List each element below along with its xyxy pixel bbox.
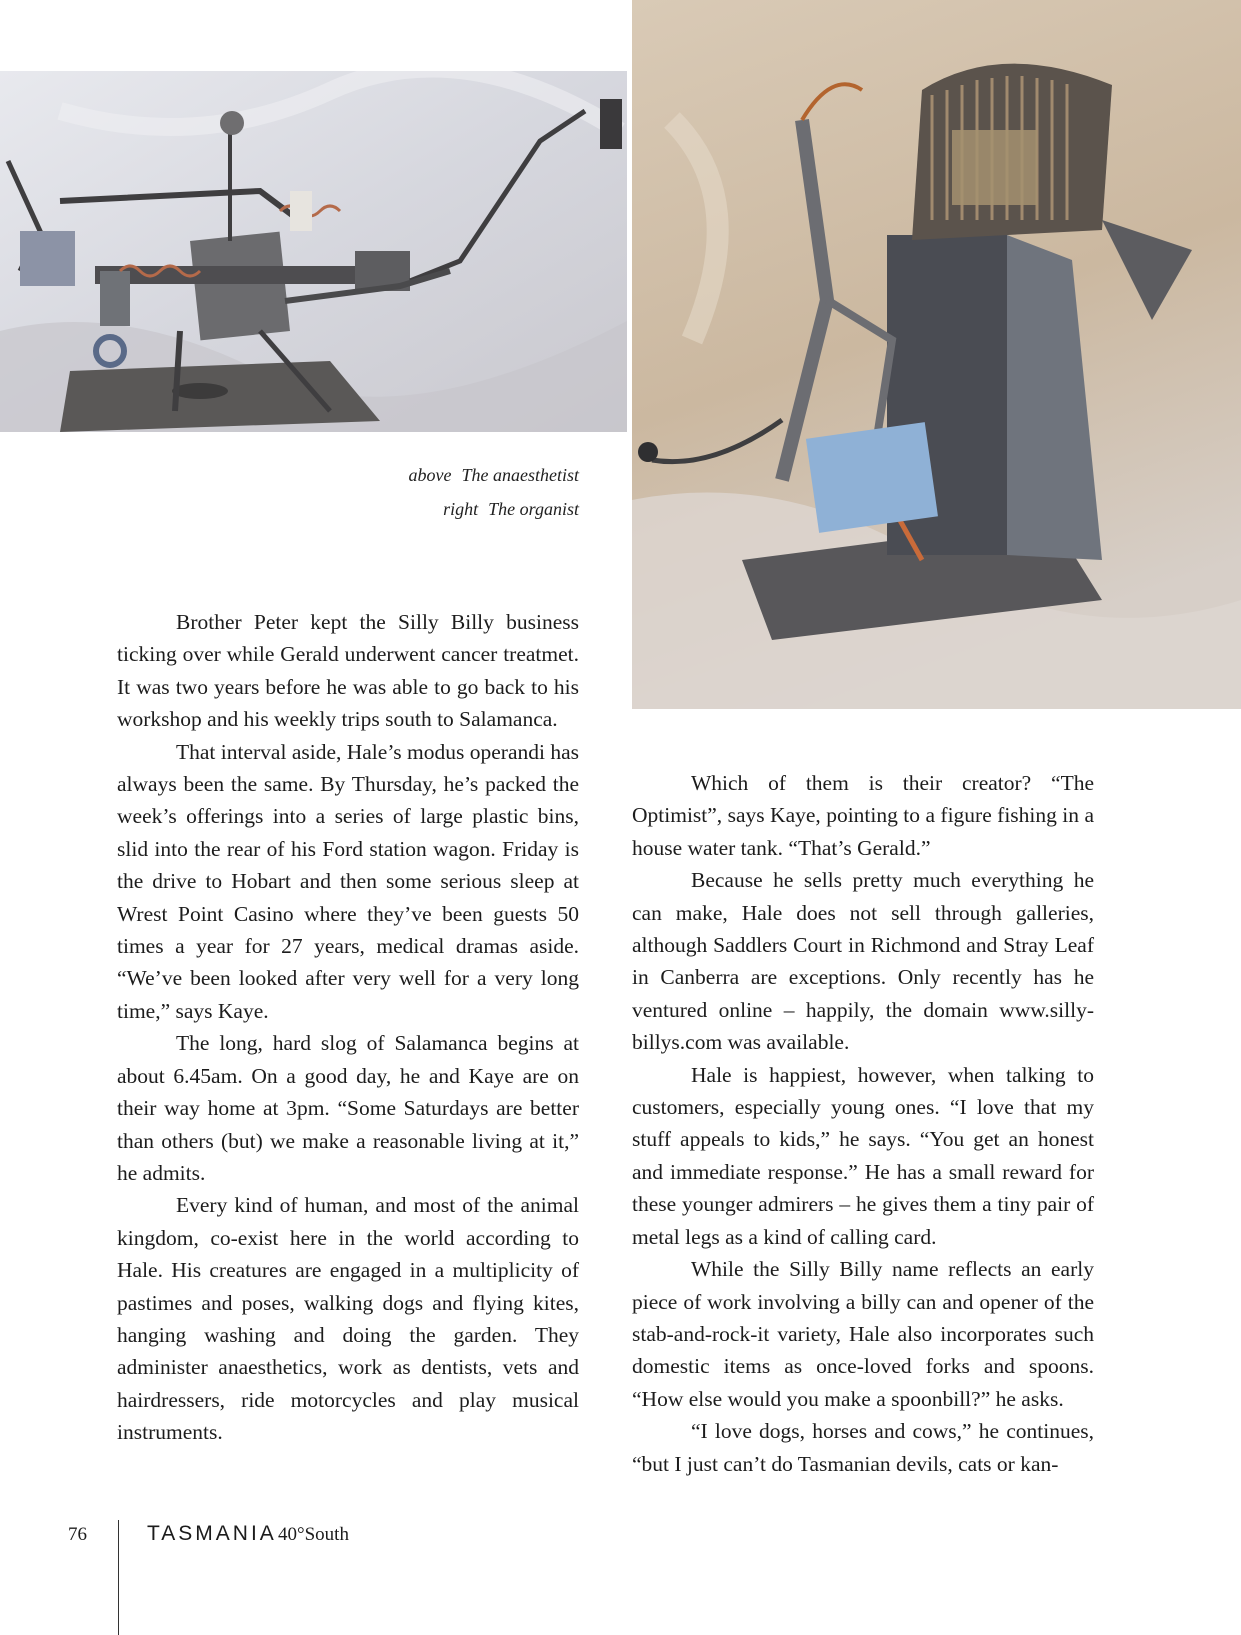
- footer-divider: [118, 1520, 119, 1635]
- paragraph: Because he sells pretty much everything he can make, Hale does not sell through galleries, although Saddlers Court in Richmond and Stray Leaf in Canberra are exceptions. Only recently has he ventured online – happily, the domain www.silly-billys.com was available.: [632, 868, 1094, 1055]
- paragraph: That interval aside, Hale’s modus operandi has always been the same. By Thursday, he’s packed the week’s offerings into a series of large plastic bins, slid into the rear of his Ford station wagon. Friday is the drive to Hobart and then some serious sleep at Wrest Point Casino where they’ve been guests 50 times a year for 27 years, medical dramas aside. “We’ve been looked after very well for a very long time,” says Kaye.: [117, 739, 580, 1023]
- caption-label-right: right: [443, 499, 479, 519]
- article-column-right: [632, 767, 1094, 1480]
- photo-anaesthetist: [0, 71, 627, 432]
- page-footer: [0, 1510, 1241, 1625]
- organist-sculpture-image: [632, 0, 1241, 709]
- caption-line-above: [409, 458, 579, 492]
- photo-organist: [632, 0, 1241, 709]
- paragraph: Every kind of human, and most of the animal kingdom, co-exist here in the world according to Hale. His creatures are engaged in a multiplicity of pastimes and poses, walking dogs and flying kites, hanging washing and doing the garden. They administer anaesthetics, work as dentists, vets and hairdressers, ride motorcycles and play musical instruments.: [117, 1193, 579, 1445]
- photo-caption: [409, 458, 579, 526]
- paragraph: The long, hard slog of Salamanca begins at about 6.45am. On a good day, he and Kaye are on their way home at 3pm. “Some Saturdays are better than others (but) we make a reasonable living at it,” he admits.: [117, 1031, 579, 1185]
- paragraph: Hale is happiest, however, when talking to customers, especially young ones. “I love that my stuff appeals to kids,” he says. “You get an honest and immediate response.” He has a small reward for these younger admirers – he gives them a tiny pair of metal legs as a kind of calling card.: [632, 1062, 1094, 1249]
- paragraph: “I love dogs, horses and cows,” he continues, “but I just can’t do Tasmanian devils, cats or kan-: [632, 1419, 1094, 1476]
- anaesthetist-sculpture-image: [0, 71, 627, 432]
- caption-line-right: [409, 492, 579, 526]
- paragraph: Which of them is their creator? “The Optimist”, says Kaye, pointing to a figure fishing in a house water tank. “That’s Gerald.”: [632, 771, 1094, 860]
- caption-text-right: The organist: [488, 499, 579, 519]
- paragraph: Brother Peter kept the Silly Billy business ticking over while Gerald underwent cancer treatmet. It was two years before he was able to go back to his workshop and his weekly trips south to Salamanca.: [117, 610, 579, 732]
- article-column-left: [117, 606, 579, 1449]
- page-number: 76: [68, 1524, 87, 1545]
- caption-text-above: The anaesthetist: [461, 465, 579, 485]
- paragraph: While the Silly Billy name reflects an early piece of work involving a billy can and opener of the stab-and-rock-it variety, Hale also incorporates such domestic items as once-loved forks and spoons. “How else would you make a spoonbill?” he asks.: [632, 1257, 1094, 1411]
- caption-label-above: above: [408, 465, 452, 485]
- magazine-subtitle: 40°South: [278, 1524, 349, 1545]
- magazine-title: TASMANIA: [147, 1522, 277, 1545]
